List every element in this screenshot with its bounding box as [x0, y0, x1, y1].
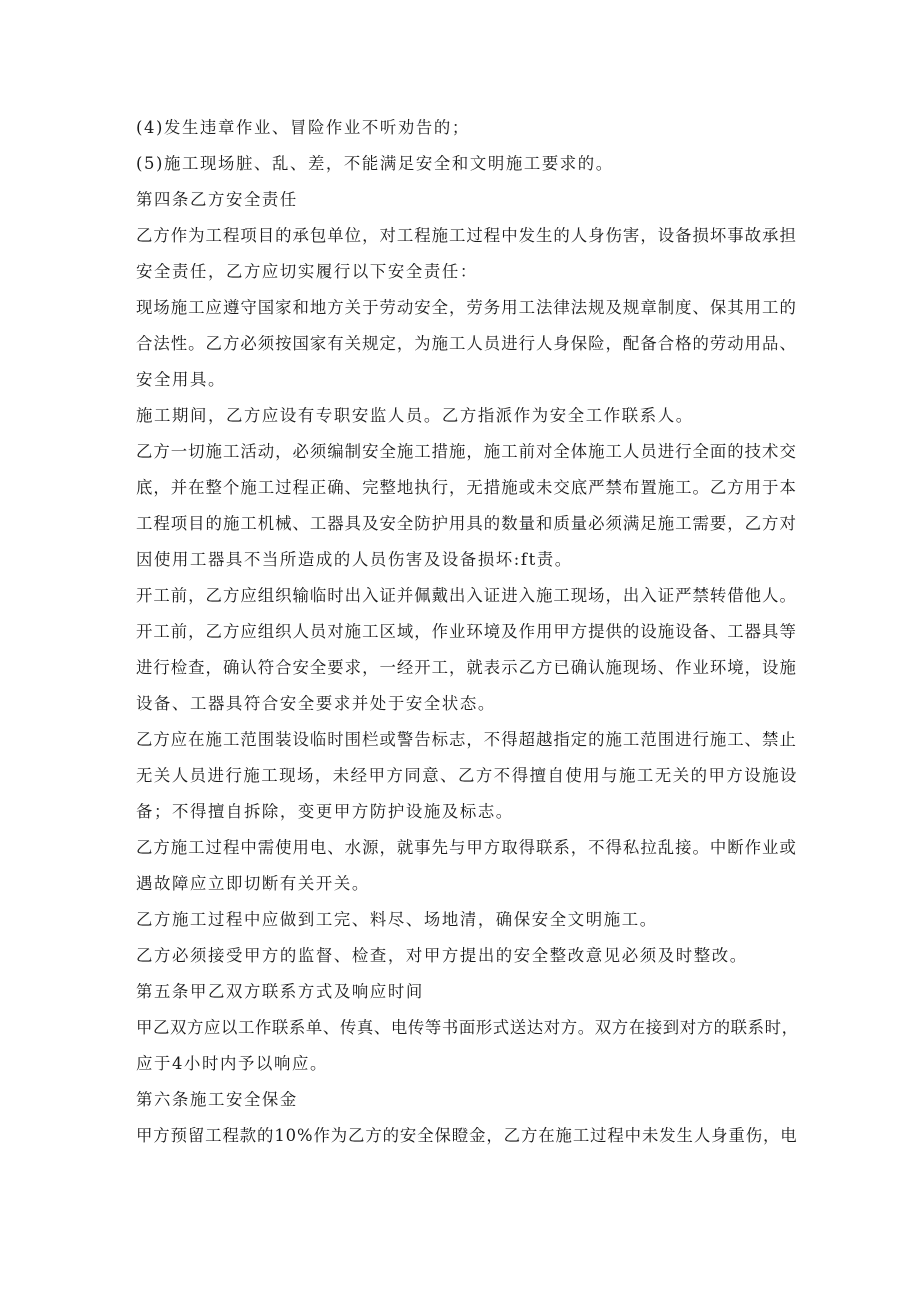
text-line: 甲乙双方应以工作联系单、传真、电传等书面形式送达对方。双方在接到对方的联系时， [136, 1018, 799, 1037]
text-line: 底，并在整个施工过程正确、完整地执行，无措施或未交底严禁布置施工。乙方用于本 [136, 478, 797, 497]
text-line: 无关人员进行施工现场，未经甲方同意、乙方不得擅自使用与施工无关的甲方设施设 [136, 766, 798, 785]
text-line: 遇故障应立即切断有关开关。 [136, 874, 370, 893]
text-line: 乙方一切施工活动，必须编制安全施工措施，施工前对全体施工人员进行全面的技术交 [136, 442, 797, 461]
section-heading: 第六条施工安全保金 [136, 1090, 298, 1109]
text-line: 乙方作为工程项目的承包单位，对工程施工过程中发生的人身伤害，设备损坏事故承担 [136, 226, 797, 245]
text-line: 设备、工器具符合安全要求并处于安全状态。 [136, 694, 496, 713]
text-line: (4)发生违章作业、冒险作业不听劝告的； [136, 118, 470, 137]
text-line: 施工期间，乙方应设有专职安监人员。乙方指派作为安全工作联系人。 [136, 406, 694, 425]
text-line: 开工前，乙方应组织人员对施工区域，作业环境及作用甲方提供的设施设备、工器具等 [136, 622, 797, 641]
text-line: 因使用工器具不当所造成的人员伤害及设备损坏:ft责。 [136, 550, 573, 569]
text-line: 应于4小时内予以响应。 [136, 1054, 328, 1073]
text-line: 乙方必须接受甲方的监督、检查，对甲方提出的安全整改意见必须及时整改。 [136, 946, 748, 965]
text-line: 乙方施工过程中应做到工完、料尽、场地清，确保安全文明施工。 [136, 910, 658, 929]
text-line: 合法性。乙方必须按国家有关规定，为施工人员进行人身保险，配备合格的劳动用品、 [136, 334, 797, 353]
text-line: 安全用具。 [136, 370, 226, 389]
text-line: 进行检查，确认符合安全要求，一经开工，就表示乙方已确认施现场、作业环境，设施 [136, 658, 797, 677]
text-line: 备；不得擅自拆除，变更甲方防护设施及标志。 [136, 802, 514, 821]
text-line: 安全责任，乙方应切实履行以下安全责任： [136, 262, 478, 281]
section-heading: 第四条乙方安全责任 [136, 190, 298, 209]
text-line: 现场施工应遵守国家和地方关于劳动安全，劳务用工法律法规及规章制度、保其用工的 [136, 298, 797, 317]
text-line: (5)施工现场脏、乱、差，不能满足安全和文明施工要求的。 [136, 154, 614, 173]
text-line: 工程项目的施工机械、工器具及安全防护用具的数量和质量必须满足施工需要，乙方对 [136, 514, 797, 533]
section-heading: 第五条甲乙双方联系方式及响应时间 [136, 982, 424, 1001]
text-line: 乙方应在施工范围装设临时围栏或警告标志，不得超越指定的施工范围进行施工、禁止 [136, 730, 797, 749]
text-line: 乙方施工过程中需使用电、水源，就事先与甲方取得联系，不得私拉乱接。中断作业或 [136, 838, 797, 857]
text-line: 开工前，乙方应组织输临时出入证并佩戴出入证进入施工现场，出入证严禁转借他人。 [136, 586, 797, 605]
text-line: 甲方预留工程款的10%作为乙方的安全保瞪金，乙方在施工过程中未发生人身重伤，电 [136, 1126, 798, 1145]
